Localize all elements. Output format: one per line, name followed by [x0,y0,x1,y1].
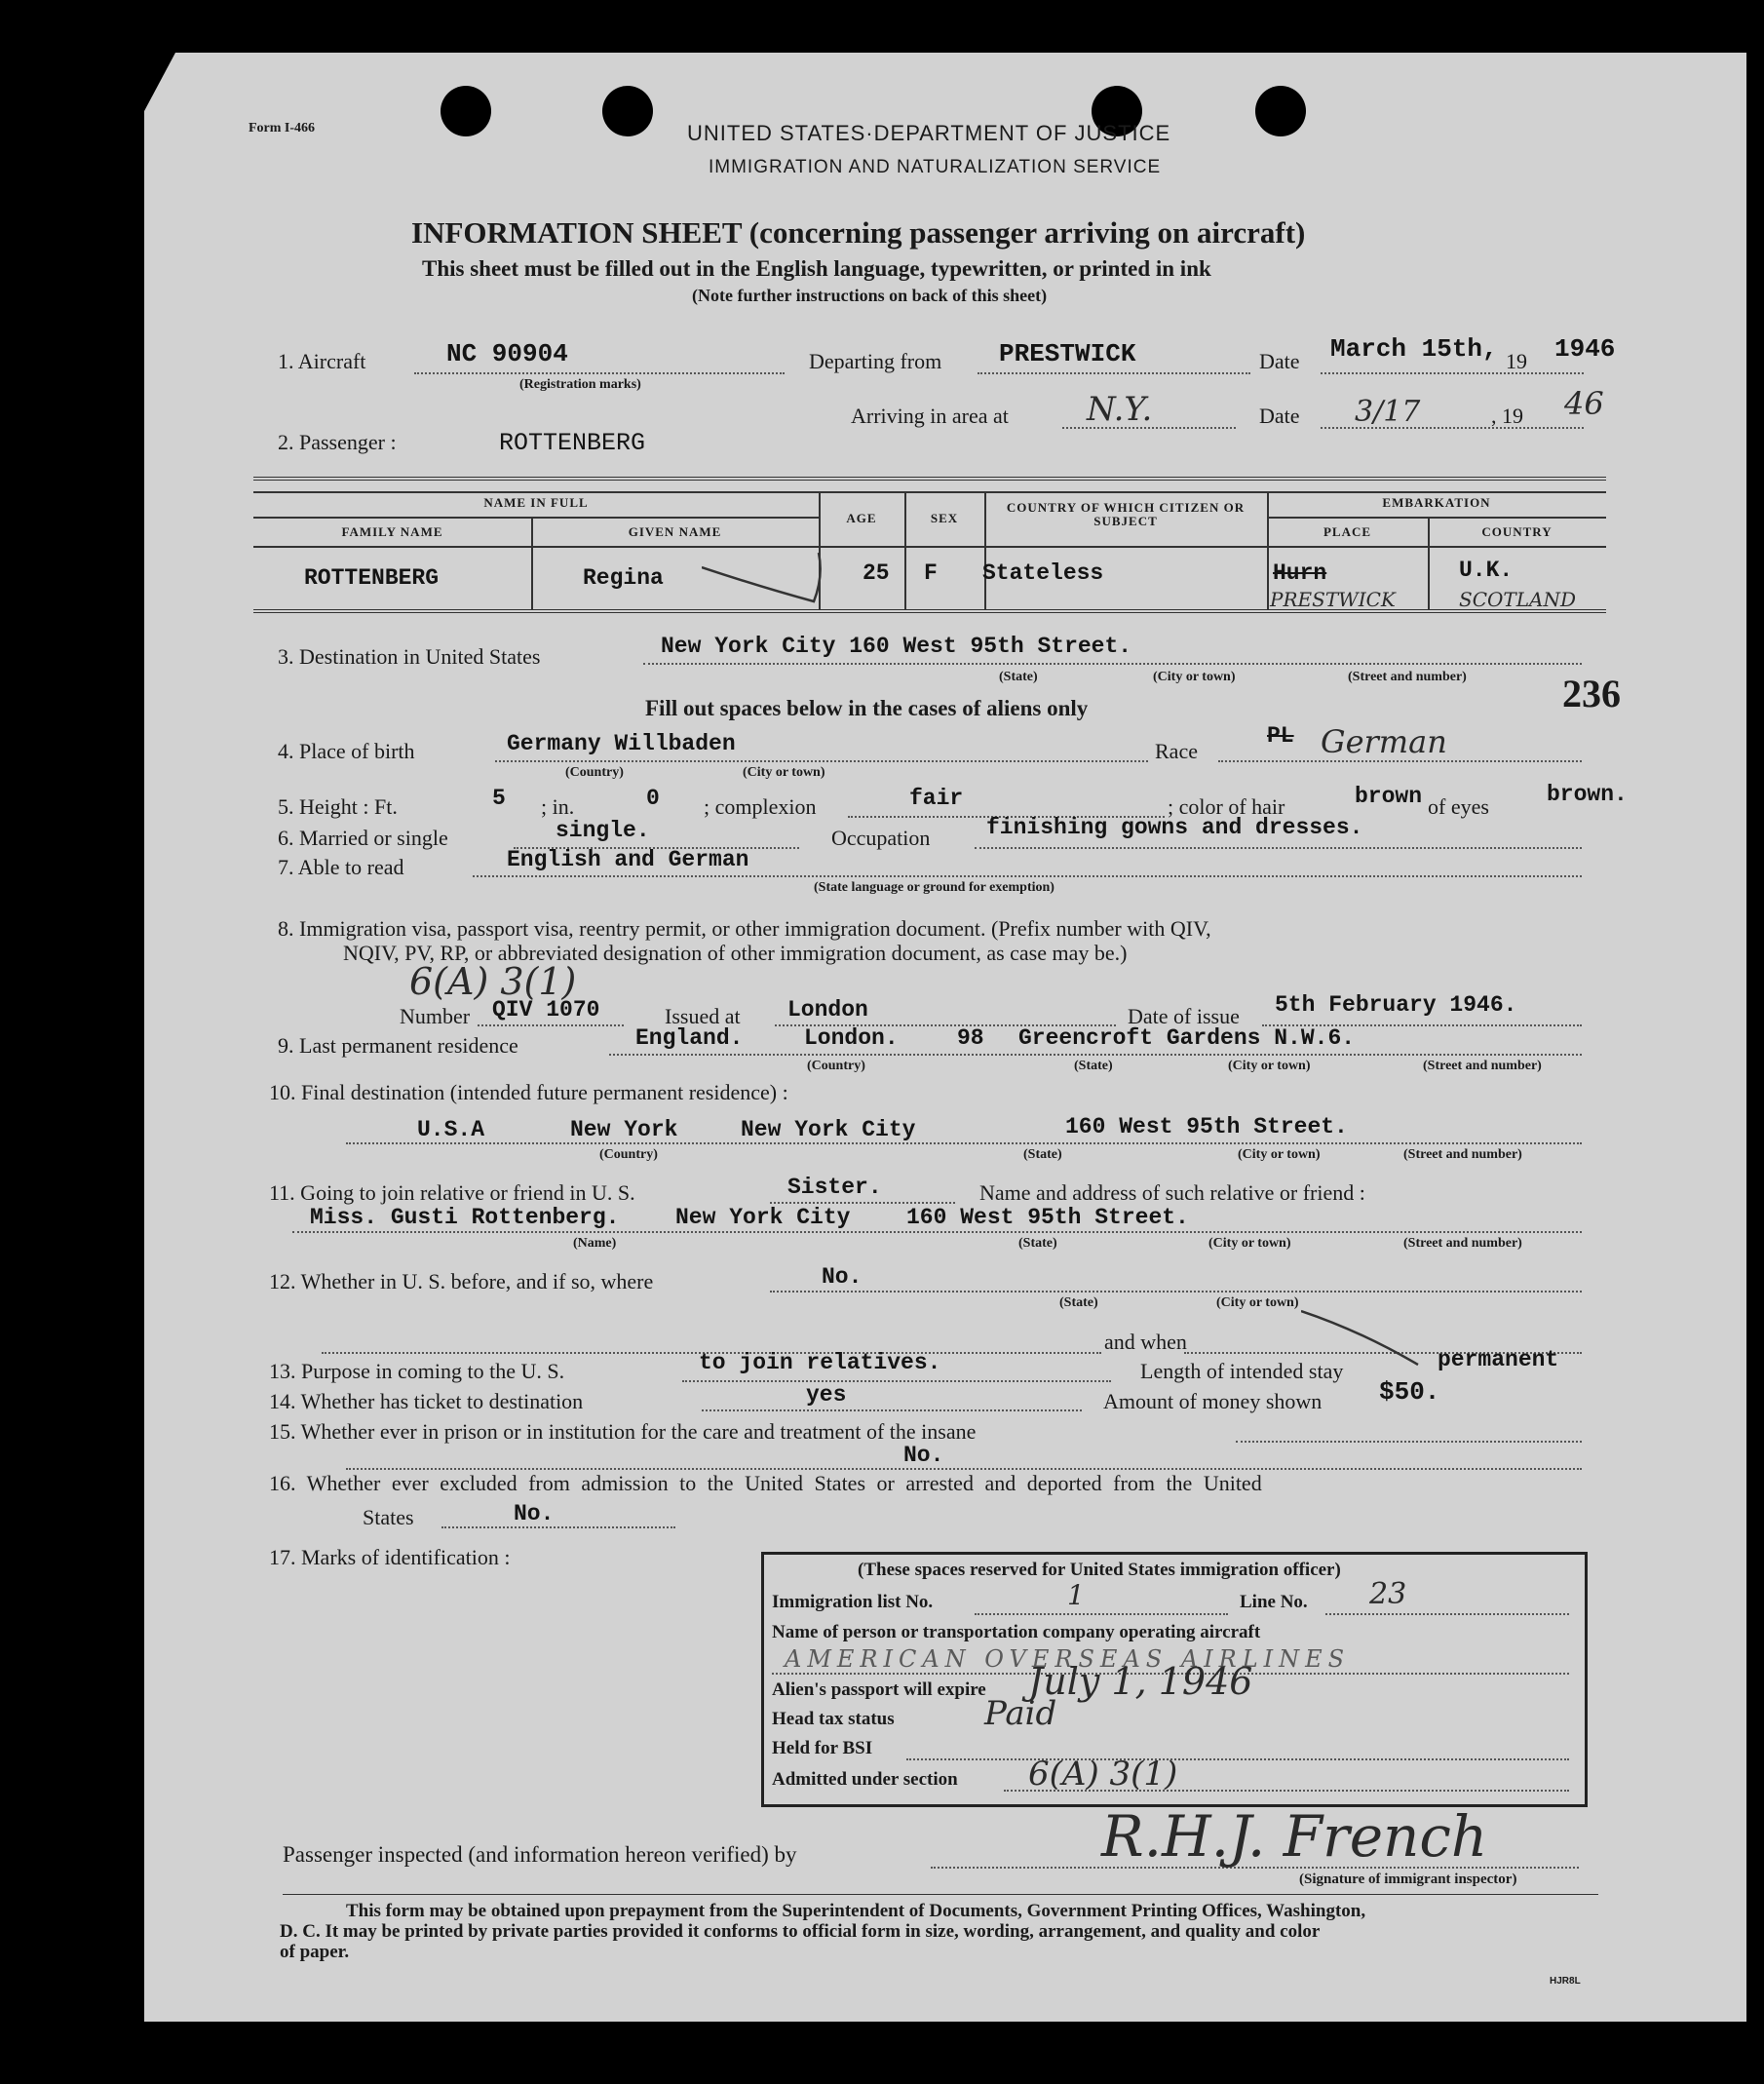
residence-number: 98 [957,1025,984,1051]
q1-label: 1. Aircraft [278,349,366,373]
dotted-line [1218,760,1582,762]
dotted-line [346,1468,1582,1470]
operator-value: AMERICAN OVERSEAS AIRLINES [785,1645,1351,1673]
q15-label: 15. Whether ever in prison or in institution for the care and treatment of the insane [269,1419,977,1444]
list-no-label: Immigration list No. [772,1592,934,1612]
family-name-header: FAMILY NAME [341,524,443,539]
dotted-line [906,1758,1569,1760]
dotted-line [495,760,1148,762]
passenger-value: ROTTENBERG [499,429,646,457]
footer-line-3: of paper. [280,1942,350,1962]
dotted-line [978,372,1250,374]
arriving-value: N.Y. [1087,390,1153,429]
caption-city: (City or town) [1238,1147,1321,1162]
age-cell: 25 [863,560,890,586]
inspection-label: Passenger inspected (and information hereon verified) by [283,1842,797,1867]
print-code: HJR8L [1550,1976,1581,1987]
table-rule [984,491,986,609]
page-subtitle: This sheet must be filled out in the English language, typewritten, or printed in ink [422,256,1211,281]
when-label: and when [1104,1330,1187,1354]
caption-country: (Country) [565,765,624,780]
caption-city: (City or town) [1228,1059,1311,1073]
issued-label: Issued at [665,1004,741,1028]
q5-label: 5. Height : Ft. [278,794,398,819]
visa-class-hand: 6(A) 3(1) [409,960,577,1003]
punch-hole [1255,86,1306,136]
languages-value: English and German [507,847,749,872]
line-no-label: Line No. [1240,1592,1308,1612]
dotted-line [414,372,785,374]
number-label: Number [400,1004,471,1028]
eyes-label: of eyes [1428,794,1489,819]
purpose-value: to join relatives. [699,1350,941,1375]
head-tax-label: Head tax status [772,1709,895,1729]
embarkation-header: EMBARKATION [1382,495,1491,510]
dotted-line [975,1613,1228,1615]
head-tax-value: Paid [984,1694,1057,1733]
occupation-label: Occupation [831,826,931,850]
date2-prefix: , 19 [1491,404,1523,428]
hair-value: brown [1355,784,1423,809]
footer-line-1: This form may be obtained upon prepayment from the Superintendent of Documents, Government Printing Offices, Washington, [346,1901,1366,1921]
inspector-signature: R.H.J. French [1101,1803,1488,1870]
caption-country: (Country) [599,1147,658,1162]
caption-country: (Country) [807,1059,865,1073]
issued-value: London [787,997,868,1023]
family-name-cell: ROTTENBERG [304,565,440,591]
punch-hole [602,86,653,136]
table-rule [253,517,819,519]
caption-state: (State) [1059,1295,1098,1310]
caption-state: (State) [1074,1059,1113,1073]
dotted-line [1325,1613,1569,1615]
table-rule [904,491,906,609]
occupation-value: finishing gowns and dresses. [986,815,1363,840]
officer-section-title: (These spaces reserved for United States immigration officer) [858,1560,1341,1580]
country-header: COUNTRY OF WHICH CITIZEN OR SUBJECT [1006,500,1246,528]
table-rule [253,477,1606,481]
q16-label-2: States [363,1505,414,1529]
hair-label: ; color of hair [1168,794,1285,819]
q10-label: 10. Final destination (intended future permanent residence) : [269,1080,788,1104]
q3-label: 3. Destination in United States [278,644,541,669]
registration-caption: (Registration marks) [519,377,641,392]
q8-label-continued: NQIV, PV, RP, or abbreviated designation of other immigration document, as case may be.) [343,941,1128,965]
caption-state: (State) [1018,1236,1057,1251]
residence-street: Greencroft Gardens N.W.6. [1018,1025,1356,1051]
q13-label: 13. Purpose in coming to the U. S. [269,1359,565,1383]
q9-label: 9. Last permanent residence [278,1033,518,1058]
aircraft-value: NC 90904 [446,339,568,368]
money-label: Amount of money shown [1103,1389,1323,1413]
given-name-cell: Regina [583,565,664,591]
race-hand: German [1321,723,1447,760]
caption-state: (State) [999,670,1038,684]
date-prefix: 19 [1506,349,1527,373]
date-year: 1946 [1554,334,1616,364]
dotted-line [609,1054,1582,1056]
final-state: New York [570,1117,678,1142]
q11-label: 11. Going to join relative or friend in U. S. [269,1180,635,1205]
dotted-line [346,1142,1582,1144]
q16-label: 16. Whether ever excluded from admission to the United States or arrested and deported from the United [269,1471,1262,1495]
q7-label: 7. Able to read [278,855,404,879]
dotted-line [975,847,1582,849]
dotted-line [1321,427,1584,429]
date-label: Date [1259,349,1300,373]
q14-label: 14. Whether has ticket to destination [269,1389,584,1413]
list-no-value: 1 [1067,1579,1085,1611]
operator-label: Name of person or transportation company operating aircraft [772,1622,1261,1642]
birthplace-value: Germany Willbaden [507,731,736,756]
complexion-value: fair [909,786,964,811]
table-rule [253,609,1606,613]
date-value: March 15th, [1330,334,1498,364]
final-city: New York City [741,1117,916,1142]
height-ft-value: 5 [492,786,506,811]
q8-label: 8. Immigration visa, passport visa, reentry permit, or other immigration document. (Prefix number with QIV, [278,916,1211,941]
dotted-line [478,1024,624,1026]
stamp-number: 236 [1562,672,1621,715]
q17-label: 17. Marks of identification : [269,1545,511,1569]
race-typed: PL [1267,723,1294,749]
complexion-label: ; complexion [704,794,817,819]
sex-header: SEX [930,511,959,525]
country2-header: COUNTRY [1481,524,1553,539]
q12-label: 12. Whether in U. S. before, and if so, where [269,1269,654,1293]
height-in-label: ; in. [541,794,575,819]
admitted-section-label: Admitted under section [772,1769,958,1790]
table-rule [253,546,1606,548]
punch-hole [441,86,491,136]
name-in-full-header: NAME IN FULL [483,495,589,510]
caption-street: (Street and number) [1348,670,1467,684]
caption-city: (City or town) [1216,1295,1299,1310]
age-header: AGE [846,511,877,525]
dotted-line [770,1202,955,1204]
q4-label: 4. Place of birth [278,739,415,763]
caption-street: (Street and number) [1403,1147,1522,1162]
dotted-line [1321,372,1584,374]
footer-line-2: D. C. It may be printed by private parties provided it conforms to official form in size, wording, arrangement, and quality and color [280,1921,1321,1942]
stay-value: permanent [1438,1347,1559,1372]
relative-city: New York City [675,1205,851,1230]
excluded-value: No. [514,1501,555,1526]
page-title: INFORMATION SHEET (concerning passenger arriving on aircraft) [411,215,1306,250]
money-value: $50. [1379,1377,1440,1407]
embark-place-typed: Hurn [1273,560,1327,586]
date-of-issue-label: Date of issue [1128,1004,1240,1028]
dotted-line [1236,1441,1582,1443]
citizen-cell: Stateless [982,560,1104,586]
service-heading: IMMIGRATION AND NATURALIZATION SERVICE [709,157,1162,177]
visa-number-value: QIV 1070 [492,997,600,1023]
race-label: Race [1155,739,1198,763]
bsi-label: Held for BSI [772,1738,873,1758]
arriving-label: Arriving in area at [851,404,1009,428]
passport-expire-label: Alien's passport will expire [772,1679,986,1700]
date2-label: Date [1259,404,1300,428]
table-rule [253,491,1606,493]
embark-country-typed: U.K. [1459,558,1514,583]
dotted-line [1062,427,1236,429]
date2-value: 3/17 [1355,395,1421,429]
check-mark [702,548,828,606]
dotted-line [473,875,1582,877]
given-name-header: GIVEN NAME [628,524,722,539]
passport-expire-value: July 1, 1946 [1028,1660,1253,1703]
caption-name: (Name) [573,1236,617,1251]
stay-label: Length of intended stay [1140,1359,1344,1383]
aliens-note: Fill out spaces below in the cases of aliens only [645,696,1089,720]
departing-value: PRESTWICK [999,339,1136,368]
date-of-issue-value: 5th February 1946. [1275,992,1517,1018]
place-header: PLACE [1323,524,1372,539]
q2-label: 2. Passenger : [278,430,397,454]
admitted-section-value: 6(A) 3(1) [1028,1755,1178,1794]
dotted-line [702,1409,1082,1411]
caption-state: (State) [1023,1147,1062,1162]
embark-country-hand: SCOTLAND [1459,588,1576,611]
caption-city: (City or town) [1153,670,1236,684]
form-number: Form I-466 [249,121,316,135]
instruction-note: (Note further instructions on back of this sheet) [692,286,1048,305]
caption-city: (City or town) [743,765,825,780]
line-no-value: 23 [1369,1577,1407,1611]
caption-street: (Street and number) [1403,1236,1522,1251]
signature-caption: (Signature of immigrant inspector) [1299,1872,1517,1887]
dotted-line [643,663,1582,665]
footer-rule [283,1894,1598,1895]
dotted-line [292,1231,1582,1233]
residence-city: London. [804,1025,899,1051]
language-caption: (State language or ground for exemption) [814,880,1055,895]
final-country: U.S.A [417,1117,485,1142]
relative-name: Miss. Gusti Rottenberg. [310,1205,620,1230]
department-heading: UNITED STATES·DEPARTMENT OF JUSTICE [687,121,1171,145]
height-in-value: 0 [646,786,660,811]
final-street: 160 West 95th Street. [1065,1114,1348,1139]
embark-place-hand: PRESTWICK [1270,588,1396,611]
q11-label-2: Name and address of such relative or friend : [979,1180,1365,1205]
caption-street: (Street and number) [1423,1059,1542,1073]
dotted-line [441,1526,675,1528]
date2-year: 46 [1564,385,1604,422]
q6-label: 6. Married or single [278,826,448,850]
table-rule [1267,517,1606,519]
eyes-value: brown. [1547,782,1628,807]
residence-country: England. [635,1025,744,1051]
relative-street: 160 West 95th Street. [906,1205,1189,1230]
dotted-line [1004,1790,1569,1792]
departing-label: Departing from [809,349,942,373]
relation-value: Sister. [787,1175,882,1200]
destination-value: New York City 160 West 95th Street. [661,634,1132,659]
caption-city: (City or town) [1208,1236,1291,1251]
marital-value: single. [556,818,650,843]
ticket-value: yes [806,1382,847,1408]
dotted-line [682,1380,1111,1382]
prior-visit-value: No. [822,1264,863,1290]
sex-cell: F [924,560,938,586]
dotted-line [770,1291,1582,1293]
prison-value: No. [903,1443,944,1468]
